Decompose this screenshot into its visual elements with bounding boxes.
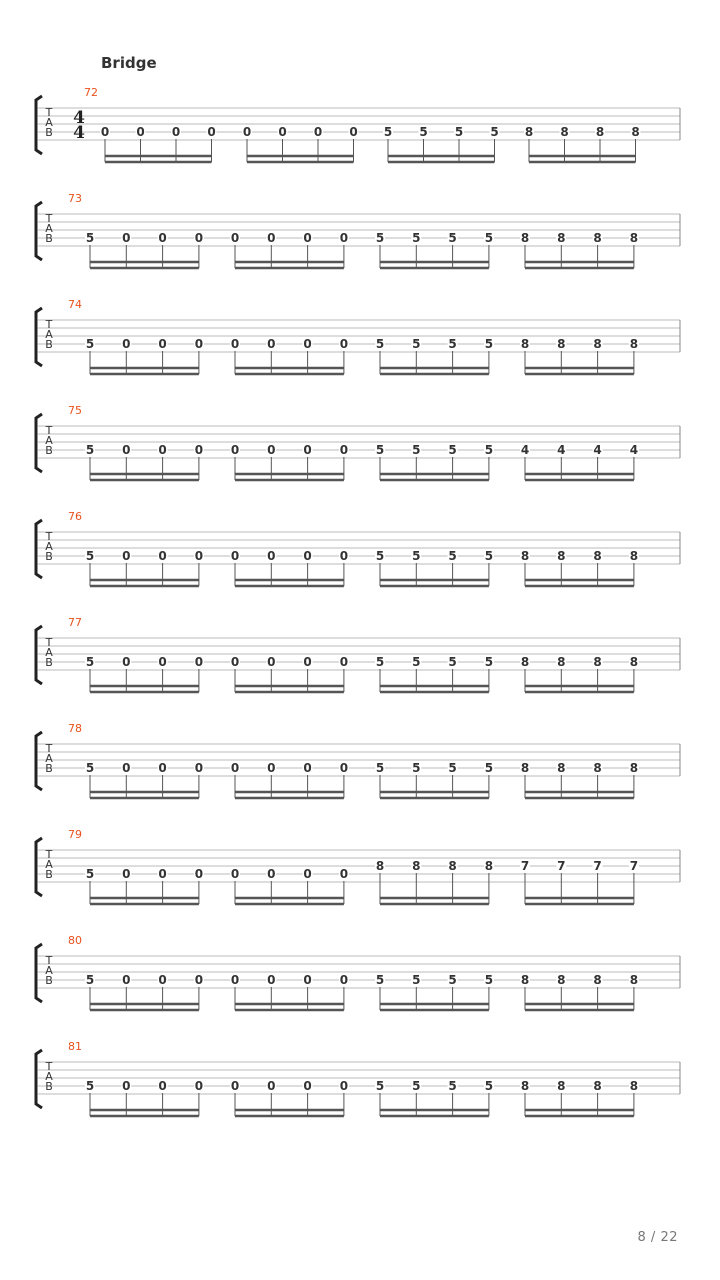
page-number: 8 / 22 [637, 1230, 678, 1245]
fret-number: 0 [303, 231, 312, 245]
tab-clef-letter: A [45, 752, 53, 765]
fret-number: 5 [85, 337, 95, 351]
fret-number: 0 [158, 443, 167, 457]
fret-number: 8 [557, 1079, 566, 1093]
fret-number: 5 [484, 549, 494, 563]
fret-number: 0 [122, 761, 131, 775]
tab-clef-letter: T [45, 848, 53, 861]
tab-clef-letter: B [45, 338, 53, 351]
tab-clef-letter: A [45, 434, 53, 447]
fret-number: 5 [454, 125, 464, 139]
fret-number: 5 [448, 761, 457, 775]
fret-number: 5 [484, 443, 494, 457]
fret-number: 8 [593, 337, 602, 351]
fret-number: 8 [593, 1079, 602, 1093]
fret-number: 0 [278, 125, 287, 139]
fret-number: 0 [158, 973, 167, 987]
fret-number: 0 [158, 761, 167, 775]
tab-clef-letter: B [45, 550, 53, 563]
fret-number: 5 [85, 549, 95, 563]
fret-number: 0 [194, 337, 204, 351]
fret-number: 8 [629, 973, 639, 987]
fret-number: 0 [207, 125, 216, 139]
measure-number: 78 [68, 722, 82, 735]
fret-number: 5 [383, 125, 393, 139]
fret-number: 0 [267, 655, 276, 669]
fret-number: 0 [230, 867, 240, 881]
fret-number: 0 [158, 867, 167, 881]
system-bracket [36, 944, 42, 1002]
fret-number: 0 [303, 867, 312, 881]
fret-number: 0 [194, 973, 204, 987]
fret-number: 8 [557, 973, 566, 987]
fret-number: 8 [520, 973, 530, 987]
fret-number: 8 [593, 655, 602, 669]
tab-clef-letter: A [45, 858, 53, 871]
fret-number: 5 [484, 655, 494, 669]
fret-number: 0 [303, 443, 312, 457]
fret-number: 5 [375, 549, 385, 563]
measure-number: 79 [68, 828, 82, 841]
fret-number: 8 [593, 549, 602, 563]
fret-number: 8 [448, 859, 457, 873]
fret-number: 8 [557, 549, 566, 563]
fret-number: 5 [448, 973, 457, 987]
fret-number: 0 [230, 1079, 240, 1093]
fret-number: 5 [448, 1079, 457, 1093]
fret-number: 5 [448, 655, 457, 669]
fret-number: 8 [484, 859, 494, 873]
system-bracket [36, 520, 42, 578]
tab-clef-letter: B [45, 762, 53, 775]
fret-number: 5 [85, 443, 95, 457]
fret-number: 8 [412, 859, 421, 873]
fret-number: 0 [194, 655, 204, 669]
fret-number: 5 [85, 867, 95, 881]
fret-number: 0 [122, 973, 131, 987]
fret-number: 5 [490, 125, 499, 139]
fret-number: 0 [230, 655, 240, 669]
fret-number: 5 [412, 231, 421, 245]
fret-number: 0 [230, 973, 240, 987]
tab-clef-letter: A [45, 328, 53, 341]
fret-number: 0 [303, 337, 312, 351]
time-signature-numerator: 4 [73, 108, 85, 128]
tab-clef-letter: B [45, 232, 53, 245]
fret-number: 5 [484, 761, 494, 775]
fret-number: 0 [230, 761, 240, 775]
fret-number: 5 [375, 973, 385, 987]
fret-number: 5 [375, 655, 385, 669]
fret-number: 8 [520, 655, 530, 669]
fret-number: 0 [267, 1079, 276, 1093]
system-bracket [36, 414, 42, 472]
fret-number: 0 [339, 443, 349, 457]
fret-number: 0 [230, 443, 240, 457]
fret-number: 0 [339, 973, 349, 987]
tab-clef-letter: A [45, 116, 53, 129]
measure-number: 77 [68, 616, 82, 629]
measure-number: 73 [68, 192, 82, 205]
tab-clef-letter: B [45, 974, 53, 987]
fret-number: 0 [303, 549, 312, 563]
system-bracket [36, 732, 42, 790]
fret-number: 5 [412, 549, 421, 563]
fret-number: 5 [375, 231, 385, 245]
fret-number: 8 [629, 761, 639, 775]
fret-number: 0 [122, 549, 131, 563]
fret-number: 0 [339, 867, 349, 881]
fret-number: 5 [85, 761, 95, 775]
tab-clef-letter: T [45, 1060, 53, 1073]
system-bracket [36, 202, 42, 260]
section-title: Bridge [101, 54, 157, 72]
fret-number: 0 [122, 655, 131, 669]
fret-number: 8 [557, 761, 566, 775]
tab-clef-letter: T [45, 530, 53, 543]
fret-number: 0 [230, 231, 240, 245]
system-bracket [36, 838, 42, 896]
fret-number: 8 [593, 973, 602, 987]
fret-number: 5 [85, 231, 95, 245]
fret-number: 5 [375, 761, 385, 775]
fret-number: 0 [158, 337, 167, 351]
tab-clef-letter: T [45, 636, 53, 649]
fret-number: 0 [194, 443, 204, 457]
fret-number: 0 [122, 1079, 131, 1093]
fret-number: 7 [629, 859, 639, 873]
fret-number: 8 [524, 125, 534, 139]
fret-number: 8 [520, 761, 530, 775]
fret-number: 0 [158, 231, 167, 245]
fret-number: 0 [122, 867, 131, 881]
fret-number: 8 [557, 231, 566, 245]
system-bracket [36, 626, 42, 684]
fret-number: 0 [267, 231, 276, 245]
tab-clef-letter: B [45, 656, 53, 669]
fret-number: 8 [557, 337, 566, 351]
measure-number: 72 [84, 86, 98, 99]
fret-number: 0 [349, 125, 358, 139]
fret-number: 0 [339, 337, 349, 351]
measure-number: 75 [68, 404, 82, 417]
fret-number: 0 [230, 549, 240, 563]
measure-number: 80 [68, 934, 82, 947]
system-bracket [36, 96, 42, 154]
fret-number: 8 [629, 655, 639, 669]
tab-clef-letter: B [45, 126, 53, 139]
fret-number: 8 [595, 125, 605, 139]
fret-number: 5 [412, 337, 421, 351]
fret-number: 0 [339, 549, 349, 563]
fret-number: 0 [194, 761, 204, 775]
tab-clef-letter: B [45, 1080, 53, 1093]
fret-number: 5 [484, 973, 494, 987]
fret-number: 7 [593, 859, 602, 873]
fret-number: 5 [484, 231, 494, 245]
fret-number: 5 [412, 973, 421, 987]
fret-number: 8 [520, 549, 530, 563]
fret-number: 0 [100, 125, 110, 139]
system-bracket [36, 1050, 42, 1108]
fret-number: 8 [520, 1079, 530, 1093]
fret-number: 0 [267, 337, 276, 351]
tab-clef-letter: T [45, 106, 53, 119]
fret-number: 7 [557, 859, 566, 873]
fret-number: 0 [171, 125, 181, 139]
fret-number: 8 [593, 761, 602, 775]
fret-number: 5 [448, 443, 457, 457]
fret-number: 8 [520, 231, 530, 245]
fret-number: 8 [629, 1079, 639, 1093]
fret-number: 8 [629, 549, 639, 563]
fret-number: 0 [339, 1079, 349, 1093]
fret-number: 0 [303, 1079, 312, 1093]
fret-number: 5 [412, 655, 421, 669]
tab-clef-letter: T [45, 424, 53, 437]
fret-number: 8 [560, 125, 569, 139]
fret-number: 0 [158, 655, 167, 669]
fret-number: 8 [593, 231, 602, 245]
fret-number: 5 [412, 1079, 421, 1093]
fret-number: 0 [194, 231, 204, 245]
fret-number: 8 [629, 337, 639, 351]
fret-number: 0 [313, 125, 323, 139]
fret-number: 0 [136, 125, 145, 139]
fret-number: 0 [303, 973, 312, 987]
fret-number: 0 [158, 1079, 167, 1093]
tab-clef-letter: A [45, 964, 53, 977]
tab-clef-letter: A [45, 540, 53, 553]
fret-number: 0 [122, 231, 131, 245]
fret-number: 0 [230, 337, 240, 351]
fret-number: 0 [267, 549, 276, 563]
time-signature-denominator: 4 [73, 123, 85, 143]
fret-number: 5 [375, 443, 385, 457]
fret-number: 0 [303, 761, 312, 775]
fret-number: 5 [419, 125, 428, 139]
fret-number: 0 [339, 761, 349, 775]
fret-number: 8 [629, 231, 639, 245]
fret-number: 0 [194, 549, 204, 563]
measure-number: 76 [68, 510, 82, 523]
tab-clef-letter: B [45, 868, 53, 881]
fret-number: 5 [85, 655, 95, 669]
tab-clef-letter: T [45, 212, 53, 225]
tab-clef-letter: A [45, 646, 53, 659]
fret-number: 4 [557, 443, 566, 457]
fret-number: 4 [593, 443, 602, 457]
measure-number: 81 [68, 1040, 82, 1053]
fret-number: 0 [267, 867, 276, 881]
fret-number: 0 [242, 125, 252, 139]
fret-number: 5 [412, 443, 421, 457]
fret-number: 5 [448, 231, 457, 245]
fret-number: 8 [557, 655, 566, 669]
fret-number: 0 [303, 655, 312, 669]
tab-clef-letter: A [45, 222, 53, 235]
fret-number: 0 [122, 443, 131, 457]
fret-number: 5 [375, 1079, 385, 1093]
fret-number: 0 [194, 867, 204, 881]
fret-number: 8 [520, 337, 530, 351]
fret-number: 4 [520, 443, 530, 457]
fret-number: 5 [85, 973, 95, 987]
tab-clef-letter: B [45, 444, 53, 457]
fret-number: 5 [448, 549, 457, 563]
system-bracket [36, 308, 42, 366]
tab-clef-letter: T [45, 318, 53, 331]
tab-clef-letter: T [45, 742, 53, 755]
fret-number: 0 [122, 337, 131, 351]
fret-number: 8 [631, 125, 640, 139]
fret-number: 0 [194, 1079, 204, 1093]
fret-number: 0 [267, 761, 276, 775]
fret-number: 5 [484, 337, 494, 351]
fret-number: 0 [267, 973, 276, 987]
measure-number: 74 [68, 298, 82, 311]
fret-number: 0 [339, 655, 349, 669]
fret-number: 5 [484, 1079, 494, 1093]
fret-number: 8 [375, 859, 385, 873]
fret-number: 0 [267, 443, 276, 457]
fret-number: 4 [629, 443, 639, 457]
fret-number: 5 [412, 761, 421, 775]
fret-number: 0 [158, 549, 167, 563]
fret-number: 5 [85, 1079, 95, 1093]
fret-number: 0 [339, 231, 349, 245]
fret-number: 5 [375, 337, 385, 351]
tab-clef-letter: T [45, 954, 53, 967]
fret-number: 7 [520, 859, 530, 873]
tab-clef-letter: A [45, 1070, 53, 1083]
fret-number: 5 [448, 337, 457, 351]
